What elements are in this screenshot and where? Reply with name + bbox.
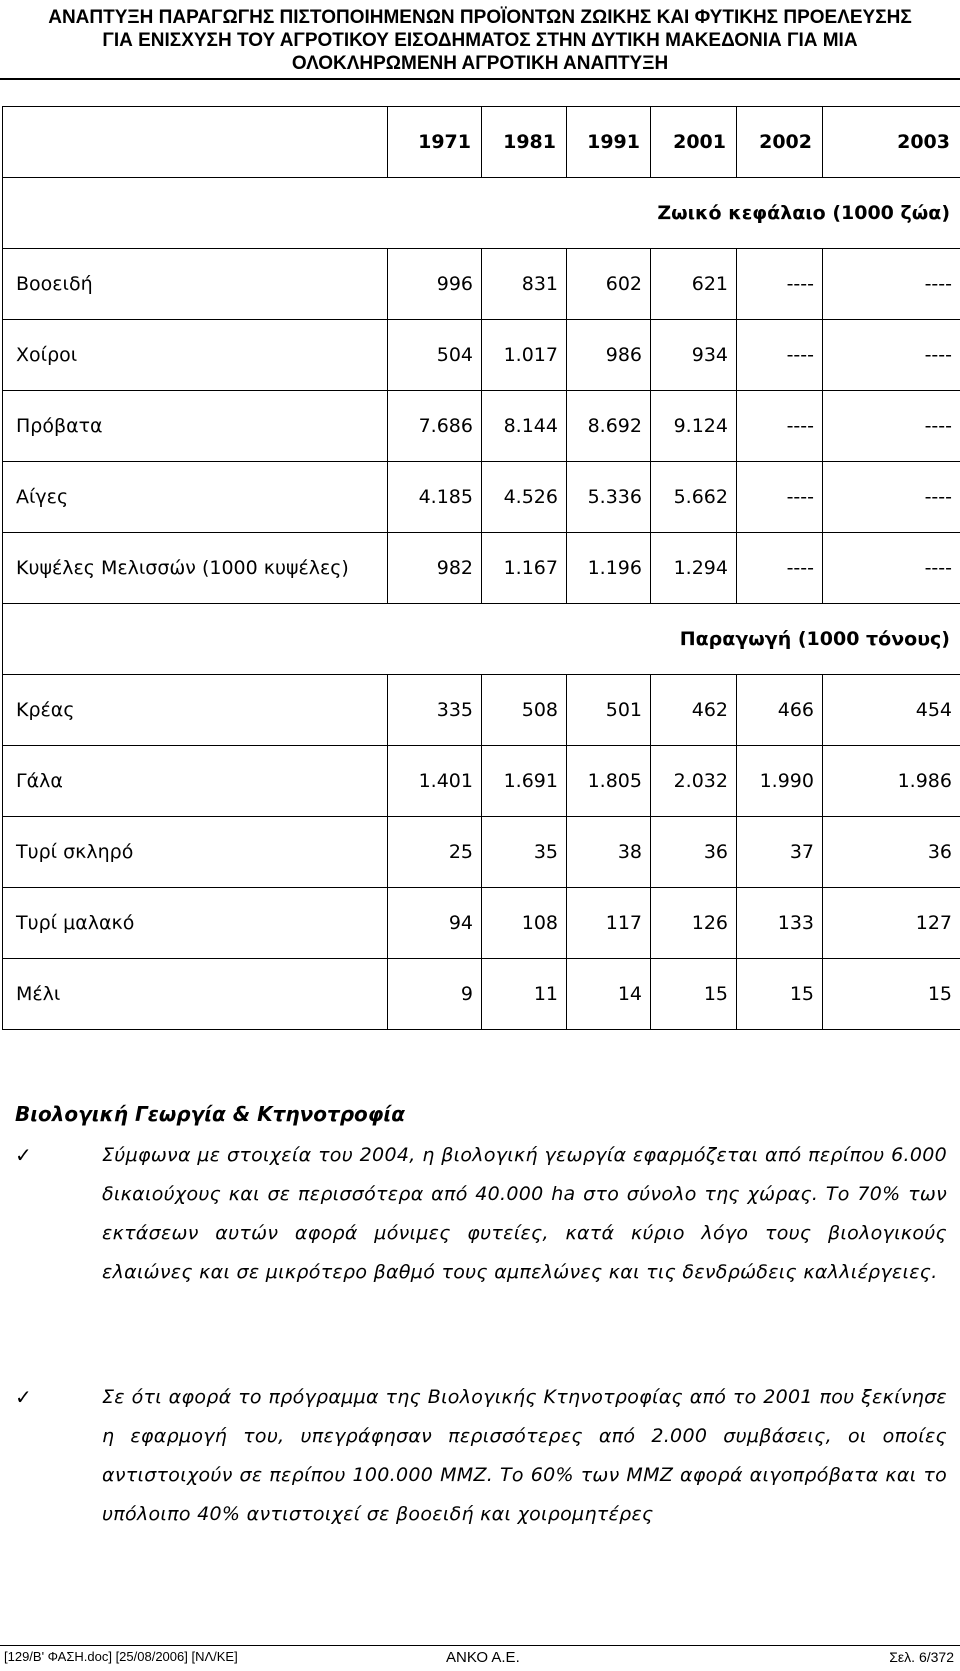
row-label: Μέλι [3,959,388,1030]
row-label: Χοίροι [3,320,388,391]
table-cell: ---- [737,533,823,604]
table-cell: 602 [567,249,651,320]
footer-company: ΑΝΚΟ Α.Ε. [446,1649,520,1666]
table-cell: 4.526 [482,462,567,533]
table-cell: 15 [737,959,823,1030]
table-cell: 37 [737,817,823,888]
table-row [3,249,960,320]
document-footer [0,1649,960,1669]
table-cell: 15 [823,959,960,1030]
row-label: Κυψέλες Μελισσών (1000 κυψέλες) [3,533,388,604]
table-cell: 2.032 [651,746,737,817]
table-cell: 1.986 [823,746,960,817]
table-cell: 986 [567,320,651,391]
table-cell: 5.662 [651,462,737,533]
table-cell: 15 [651,959,737,1030]
livestock-section-title-row [3,178,960,249]
row-label: Κρέας [3,675,388,746]
table-cell: 8.144 [482,391,567,462]
table-cell: 996 [388,249,482,320]
year-header-cell: 1991 [567,107,651,178]
table-cell: 1.294 [651,533,737,604]
table-cell: 11 [482,959,567,1030]
table-cell: 25 [388,817,482,888]
header-divider [0,78,960,80]
document-header [0,0,960,75]
table-row [3,391,960,462]
production-section-title-row [3,604,960,675]
table-cell: 831 [482,249,567,320]
table-cell: 14 [567,959,651,1030]
statistics-table [2,106,960,1030]
table-cell: 35 [482,817,567,888]
table-cell: 508 [482,675,567,746]
row-label: Τυρί μαλακό [3,888,388,959]
table-cell: 1.691 [482,746,567,817]
checkmark-icon: ✓ [15,1143,32,1167]
table-cell: 621 [651,249,737,320]
row-label: Τυρί σκληρό [3,817,388,888]
table-row [3,817,960,888]
header-title-line-1: ΑΝΑΠΤΥΞΗ ΠΑΡΑΓΩΓΗΣ ΠΙΣΤΟΠΟΙΗΜΕΝΩΝ ΠΡΟΪΟΝΤΩΝ ΖΩΙΚΗΣ ΚΑΙ ΦΥΤΙΚΗΣ ΠΡΟΕΛΕΥΣΗΣ [48,7,912,28]
table-cell: 108 [482,888,567,959]
row-label: Βοοειδή [3,249,388,320]
table-row [3,675,960,746]
header-title-line-2: ΓΙΑ ΕΝΙΣΧΥΣΗ ΤΟΥ ΑΓΡΟΤΙΚΟΥ ΕΙΣΟΔΗΜΑΤΟΣ ΣΤΗΝ ΔΥΤΙΚΗ ΜΑΚΕΔΟΝΙΑ ΓΙΑ ΜΙΑ [102,30,858,51]
table-cell: 5.336 [567,462,651,533]
empty-header-cell [3,107,388,178]
bullet-text-1: Σύμφωνα με στοιχεία του 2004, η βιολογική γεωργία εφαρμόζεται από περίπου 6.000 δικαιούχους και σε περισσότερα από 40.000 ha στο σύνολο της χώρας. Το 70% των εκτάσεων αυτών αφορά μόνιμες φυτείες, κατά κύριο λόγο τους βιολογικούς ελαιώνες και σε μικρότερο βαθμό τους αμπελώνες και τις δενδρώδεις καλλιέργειες. [102,1144,947,1283]
year-header-cell: 1971 [388,107,482,178]
table-row [3,320,960,391]
bullet-item-1 [15,1136,947,1292]
table-cell: 982 [388,533,482,604]
table-cell: ---- [737,391,823,462]
table-cell: 126 [651,888,737,959]
table-row [3,533,960,604]
table-cell: 133 [737,888,823,959]
table-cell: ---- [737,249,823,320]
table-cell: ---- [823,320,960,391]
table-cell: 8.692 [567,391,651,462]
table-cell: 7.686 [388,391,482,462]
table-cell: ---- [823,249,960,320]
section-heading: Βιολογική Γεωργία & Κτηνοτροφία [15,1102,405,1126]
header-title-line-3: ΟΛΟΚΛΗΡΩΜΕΝΗ ΑΓΡΟΤΙΚΗ ΑΝΑΠΤΥΞΗ [291,53,669,74]
table-cell: 9 [388,959,482,1030]
table-row [3,959,960,1030]
year-header-cell: 2002 [737,107,823,178]
table-row [3,462,960,533]
footer-file-info: [129/Β' ΦΑΣΗ.doc] [25/08/2006] [ΝΛ/ΚΕ] [4,1649,238,1664]
table-cell: ---- [823,533,960,604]
footer-divider [0,1645,960,1646]
table-cell: 94 [388,888,482,959]
table-cell: 117 [567,888,651,959]
bullet-text-2: Σε ότι αφορά το πρόγραμμα της Βιολογικής Κτηνοτροφίας από το 2001 που ξεκίνησε η εφαρμογή του, υπεγράφησαν περισσότερες από 2.000 συμβάσεις, οι οποίες αντιστοιχούν σε περίπου 100.000 ΜΜΖ. Το 60% των ΜΜΖ αφορά αιγοπρόβατα και το υπόλοιπο 40% αντιστοιχεί σε βοοειδή και χοιρομητέρες [102,1386,947,1525]
table-cell: 504 [388,320,482,391]
year-header-cell: 2001 [651,107,737,178]
row-label: Αίγες [3,462,388,533]
year-header-cell: 2003 [823,107,960,178]
table-cell: 1.017 [482,320,567,391]
livestock-section-title: Ζωικό κεφάλαιο (1000 ζώα) [3,178,960,249]
table-cell: 9.124 [651,391,737,462]
table-cell: 1.990 [737,746,823,817]
row-label: Γάλα [3,746,388,817]
table-row [3,746,960,817]
table-cell: 1.167 [482,533,567,604]
table-cell: 127 [823,888,960,959]
table-cell: 36 [651,817,737,888]
row-label: Πρόβατα [3,391,388,462]
year-header-row [3,107,960,178]
table-cell: 501 [567,675,651,746]
table-cell: ---- [823,462,960,533]
table-cell: 454 [823,675,960,746]
table-cell: ---- [823,391,960,462]
footer-page-number: Σελ. 6/372 [889,1649,954,1665]
table-cell: 4.185 [388,462,482,533]
table-row [3,888,960,959]
table-cell: 38 [567,817,651,888]
table-cell: 36 [823,817,960,888]
table-cell: ---- [737,462,823,533]
year-header-cell: 1981 [482,107,567,178]
production-section-title: Παραγωγή (1000 τόνους) [3,604,960,675]
table-cell: 934 [651,320,737,391]
bullet-item-2 [15,1378,947,1534]
table-cell: 462 [651,675,737,746]
table-cell: 1.196 [567,533,651,604]
table-cell: 466 [737,675,823,746]
table-cell: 1.805 [567,746,651,817]
checkmark-icon: ✓ [15,1385,32,1409]
table-cell: ---- [737,320,823,391]
table-cell: 335 [388,675,482,746]
table-cell: 1.401 [388,746,482,817]
